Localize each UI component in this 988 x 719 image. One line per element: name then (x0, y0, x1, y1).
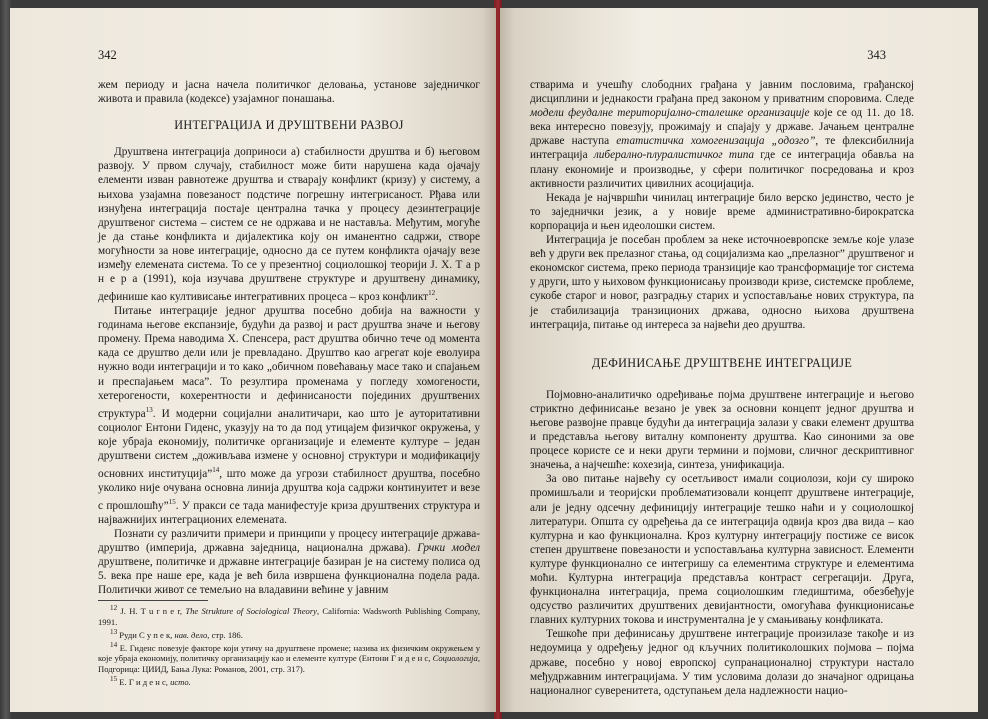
footnote: $^{12}$ J. H. T u r n e r, The Strukture of Sociological Theory, California: Wadsworth Publishing Company, 1991. (98, 604, 481, 627)
page-number-right: 343 (867, 48, 886, 62)
paragraph: Питање интеграције једног друштва посебно добија на важности у годинама његове експанзије, будући да развој и раст друштва значе и његову промену. Према наводима Х. Спенсера, раст друштва обично тече од момента када се друштво дели или је превладано. Друштво као агрегат које еволуира нужно води интеграцији и то како „обичном повећавању масе тако и спајањем и преспајањем маса”. То резултира променама у погледу хомогености, хетерогености, кохерентности и дефинисаности појединих друштвених структура$^{13}$. И модерни социјални аналитичари, као што је ауторитативни социолог Ентони Гиденс, указују на то да под утицајем физичког окружења, у које убраја економију, политичке организације и елементе културе – један друштвени систем „доживљава измене у основној структури и модификацију основних институција”$^{14}$, што може да угрози стабилност друштва, посебно уколико није очувана основна линија друштва која садржи континуитет и везе с прошлошћу”$^{15}$. У пракси се тада манифестује криза друштвених структура и најважнијих интеграционих елемената. (98, 305, 480, 526)
right-page-body (530, 78, 914, 698)
right-page (500, 8, 978, 712)
footnote-divider (98, 600, 208, 601)
footnote: $^{15}$ Е. Г и д е н с, исто. (110, 675, 191, 688)
footnote: $^{13}$ Руди С у п е к, нав. дело, стр. 186. (110, 627, 243, 640)
paragraph: жем периоду и јасна начела политичког деловања, установе заједничког живота и правила (кодексе) узајамног понашања. (98, 79, 480, 106)
left-page (10, 8, 496, 712)
paragraph: Појмовно-аналитичко одређивање појма друштвене интеграције и његово стриктно дефинисање везано је увек за основни концепт једног друштва и његове развојне правце будући да интеграција залази у сваки елемент друштва и представља његову виталну компоненту друштва. Као синоними за ове процесе користе се и неки други термини и појмови, сличног дескриптивног значења, а најчешће: кохезија, синтеза, унификација. (530, 388, 914, 472)
paragraph: Интеграција је посебан проблем за неке источноевропске земље које улазе већ у други век прелазног стања, од социјализма као „прелазног” друштвеног и економског система, преко периода транзиције као трансформације тог система у други, што у њиховом функционисању производи кризе, системске проблеме, сукобе старог и новог, разградњу старих и успостављање нових структура, па је стабилизација транзиционих држава, односно њихова друштвена интеграција, питање од интереса за највећи део друштва. (530, 234, 914, 331)
paragraph: стварима и учешћу слободних грађана у јавним пословима, грађанској дисциплини и једнакости грађана пред законом у приватним споровима. Следе модели феудалне територијално-сталешке организације које се од 11. до 18. века интересно повезују, прожимају и спајају у државе. Јачањем централне државе наступа етатистичка хомогенизација „одозго”, те флексибилнија интеграција либерално-плуралистичког типа где се интеграција обавља на плану економије и производње, у сфери политичког посредовања и кроз активности различитих цивилних асоцијација. (530, 79, 915, 190)
section-heading: ДЕФИНИСАЊЕ ДРУШТВЕНЕ ИНТЕГРАЦИЈЕ (591, 355, 853, 370)
paragraph: За ово питање највећу су осетљивост имали социолози, који су широко промишљали и теоријски проблематизовали концепт друштвене интеграције, али је једну одсечну дефиницију интеграције тешко наћи и у социолошкој литератури. Општа су одређења да се интеграција одвија кроз два вида – као културна и као функционална. Кроз културну интеграцију постиже се висок степен друштвене повезаности и успостављања културна зависност. Елементи културе функционално се интегришу са елементима структуре и елементима моћи. Културна интеграција представља контраст сегрегацији. Друга, функционална интеграција, према социолошким гледиштима, обезбеђује одсуство различитих друштвених девијантности, омогућава функционисање главних културних токова и инструментална је у смањивању конфликата. (530, 473, 914, 627)
paragraph: Познати су различити примери и принципи у процесу интеграције држава-друштво (империја, државна заједница, национална држава). Грчки модел друштвене, политичке и државне интеграције базиран је на систему полиса од 5. века пре наше ере, када је већ била извршена функционална подела рада. Политички живот се темељио на владавини већине у јавним (98, 527, 480, 597)
paragraph: Тешкоће при дефинисању друштвене интеграције произилазе такође и из недоумица у одређењу једног од кључних политиколошких појмова – појма државе, посебно у новој европској супранационалној структури настало међудржавним интеграцијама. У тим условима долази до значајног одрицања националног суверенитета, одступањем дела надлежности нацио- (530, 628, 914, 697)
left-page-body (98, 78, 480, 688)
section-heading: ИНТЕГРАЦИЈА И ДРУШТВЕНИ РАЗВОЈ (174, 118, 404, 133)
page-number-left: 342 (98, 48, 117, 62)
paragraph: Друштвена интеграција доприноси а) стабилности друштва и б) његовом развоју. У првом случају, стабилност може бити нарушена када ојачају елементи изван равнотеже друштва и стварају конфликт (кризу) у систему, а њихова узајамна повезаност подстиче погрешну интегрисаност. Рђава или изнуђена интеграција постаје централна тачка у процесу дезинтеграције друштвеног система – систем се не одржава и не наставља. Међутим, могуће је да стање конфликта и дијалектика коју он иманентно садржи, створе могућности за нове интеграције, односно да се путем конфликта ојачају везе између елемената система. То се у презентној социолошкој теорији Ј. Х. Т а р н е р а (1991), која изучава друштвене структуре и друштвену динамику, дефинише као култивисање интегративних процеса – кроз конфликт$^{12}$. (98, 146, 480, 303)
footnote: $^{14}$ Е. Гиденс повезује факторе који утичу на друштвене промене; назива их физичким окружењем у које убраја економију, политичку организацију као и елементе културе (Ентони Г и д е н с, Социологија, Подгорица: ЦИИД, Бања Лука: Романов, 2001, стр. 317). (98, 641, 480, 674)
paragraph: Некада је најчвршћи чинилац интеграције било верско јединство, често је то заједнички језик, а у новије време административно-бирократска корпорација и њен идеолошки систем. (530, 191, 914, 232)
